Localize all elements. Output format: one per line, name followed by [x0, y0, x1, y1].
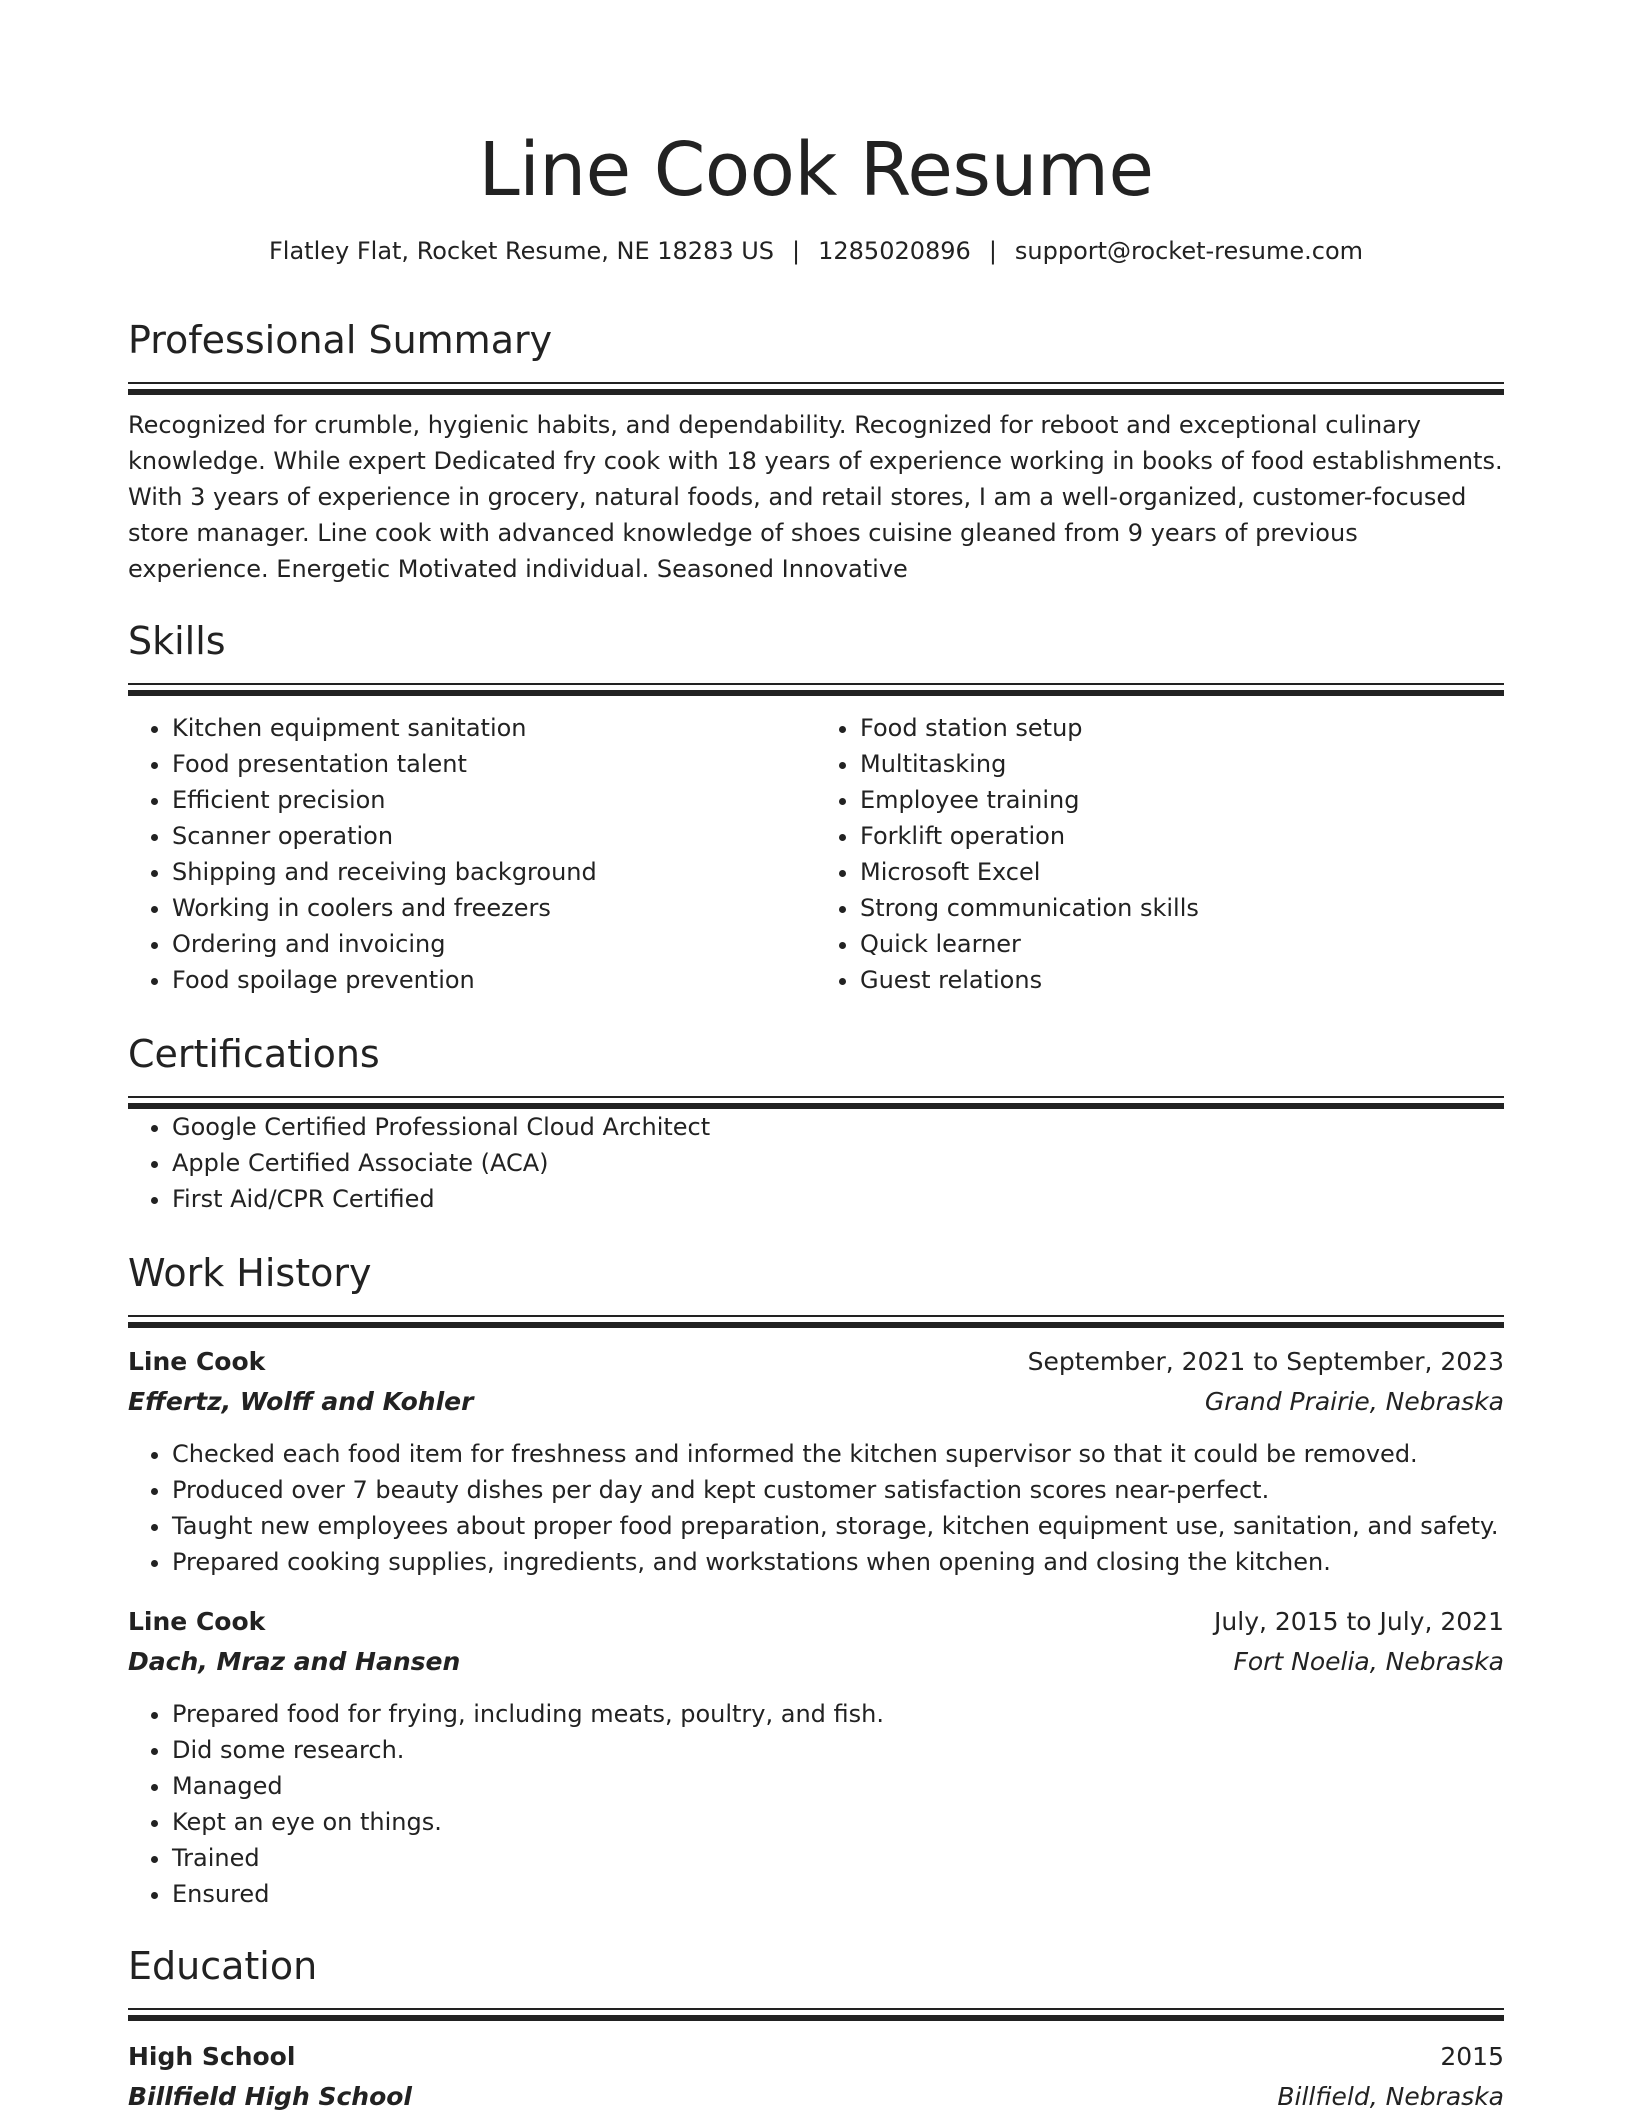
- job-duties-list: [128, 1436, 1504, 1580]
- contact-separator: |: [792, 237, 801, 265]
- certification-item: • Google Certified Professional Cloud Architect: [172, 1109, 1504, 1145]
- skill-item: • Food spoilage prevention: [172, 962, 816, 998]
- job-dates: September, 2021 to September, 2023: [1027, 1347, 1504, 1376]
- education-degree: High School: [128, 2042, 296, 2071]
- job-header-row: [128, 1602, 1504, 1642]
- job-duty: • Taught new employees about proper food preparation, storage, kitchen equipment use, sanitation, and safety.: [172, 1508, 1504, 1544]
- job-dates: July, 2015 to July, 2021: [1214, 1607, 1504, 1636]
- contact-separator: |: [988, 237, 997, 265]
- section-divider: [128, 382, 1504, 395]
- resume-title: Line Cook Resume: [478, 127, 1154, 213]
- skill-item: • Quick learner: [860, 926, 1504, 962]
- section-heading: Certifications: [128, 1032, 380, 1076]
- skills-list-left: [128, 710, 816, 998]
- job-employer-row: [128, 1382, 1504, 1422]
- skill-item: • Strong communication skills: [860, 890, 1504, 926]
- skill-item: • Forklift operation: [860, 818, 1504, 854]
- skills-section: [128, 617, 1504, 998]
- education-section: [128, 1942, 1504, 2117]
- work-history-section: [128, 1249, 1504, 1912]
- section-heading: Work History: [128, 1251, 372, 1295]
- contact-phone: 1285020896: [818, 237, 971, 265]
- skill-item: • Microsoft Excel: [860, 854, 1504, 890]
- job-duties-list: [128, 1696, 1504, 1912]
- professional-summary-section: [128, 316, 1504, 587]
- skill-item: • Ordering and invoicing: [172, 926, 816, 962]
- contact-email: support@rocket-resume.com: [1014, 237, 1363, 265]
- skill-item: • Food station setup: [860, 710, 1504, 746]
- job-header-row: [128, 1342, 1504, 1382]
- job-employer: Dach, Mraz and Hansen: [128, 1647, 461, 1676]
- job-duty: • Prepared cooking supplies, ingredients, and workstations when opening and closing the kitchen.: [172, 1544, 1504, 1580]
- job-title: Line Cook: [128, 1347, 266, 1376]
- skill-item: • Multitasking: [860, 746, 1504, 782]
- summary-text: Recognized for crumble, hygienic habits, and dependability. Recognized for reboot and exceptional culinary knowledge. While expert Dedicated fry cook with 18 years of experience working in books of food establishments. With 3 years of experience in grocery, natural foods, and retail stores, I am a well-organized, customer-focused store manager. Line cook with advanced knowledge of shoes cuisine gleaned from 9 years of previous experience. Energetic Motivated individual. Seasoned Innovative: [128, 411, 1503, 583]
- job-duty: • Kept an eye on things.: [172, 1804, 1504, 1840]
- certifications-section: [128, 1030, 1504, 1217]
- education-entry: [128, 2037, 1504, 2117]
- skill-item: • Food presentation talent: [172, 746, 816, 782]
- job-employer-row: [128, 1642, 1504, 1682]
- contact-address: Flatley Flat, Rocket Resume, NE 18283 US: [268, 237, 775, 265]
- section-heading: Professional Summary: [128, 318, 553, 362]
- skill-item: • Shipping and receiving background: [172, 854, 816, 890]
- skill-item: • Scanner operation: [172, 818, 816, 854]
- section-divider: [128, 2008, 1504, 2021]
- contact-line: [128, 234, 1504, 268]
- skill-item: • Efficient precision: [172, 782, 816, 818]
- job-duty: • Checked each food item for freshness and informed the kitchen supervisor so that it could be removed.: [172, 1436, 1504, 1472]
- job-location: Grand Prairie, Nebraska: [1204, 1387, 1504, 1416]
- education-school: Billfield High School: [128, 2082, 412, 2111]
- skill-item: • Employee training: [860, 782, 1504, 818]
- skills-grid: [128, 710, 1504, 998]
- job-entry: [128, 1342, 1504, 1580]
- skill-item: • Guest relations: [860, 962, 1504, 998]
- education-year: 2015: [1440, 2042, 1504, 2071]
- certification-item: • First Aid/CPR Certified: [172, 1181, 1504, 1217]
- job-location: Fort Noelia, Nebraska: [1233, 1647, 1504, 1676]
- section-divider: [128, 683, 1504, 696]
- job-duty: • Trained: [172, 1840, 1504, 1876]
- job-duty: • Produced over 7 beauty dishes per day and kept customer satisfaction scores near-perfect.: [172, 1472, 1504, 1508]
- skill-item: • Working in coolers and freezers: [172, 890, 816, 926]
- job-duty: • Did some research.: [172, 1732, 1504, 1768]
- job-entry: [128, 1602, 1504, 1912]
- section-heading: Skills: [128, 619, 226, 663]
- job-duty: • Managed: [172, 1768, 1504, 1804]
- section-divider: [128, 1096, 1504, 1109]
- job-duty: • Prepared food for frying, including meats, poultry, and fish.: [172, 1696, 1504, 1732]
- education-header-row: [128, 2037, 1504, 2077]
- section-heading: Education: [128, 1944, 318, 1988]
- education-location: Billfield, Nebraska: [1277, 2082, 1504, 2111]
- section-divider: [128, 1315, 1504, 1328]
- skills-list-right: [816, 710, 1504, 998]
- job-title: Line Cook: [128, 1607, 266, 1636]
- certifications-list: [128, 1109, 1504, 1217]
- education-school-row: [128, 2077, 1504, 2117]
- job-employer: Effertz, Wolff and Kohler: [128, 1387, 474, 1416]
- job-duty: • Ensured: [172, 1876, 1504, 1912]
- skill-item: • Kitchen equipment sanitation: [172, 710, 816, 746]
- certification-item: • Apple Certified Associate (ACA): [172, 1145, 1504, 1181]
